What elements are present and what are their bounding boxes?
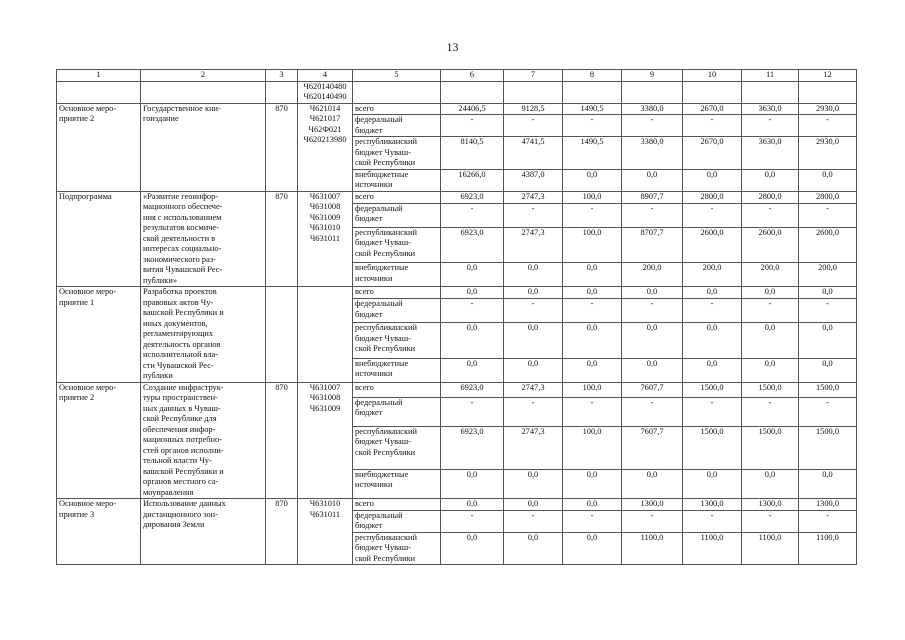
target-codes — [298, 287, 353, 383]
value-cell: 0,0 — [504, 499, 563, 511]
funding-source: внебюджетные источники — [353, 169, 441, 191]
value-cell: - — [742, 397, 799, 426]
funding-source: федеральный бюджет — [353, 115, 441, 137]
continuation-row — [57, 81, 857, 103]
target-codes: Ч631007 Ч631008 Ч631009 Ч631010 Ч631011 — [298, 191, 353, 287]
value-cell: 0,0 — [441, 532, 504, 565]
value-cell: 0,0 — [683, 169, 742, 191]
program-kind: Основное меро- приятие 1 — [57, 287, 141, 383]
value-cell: 6923,0 — [441, 426, 504, 469]
value-cell: 100,0 — [563, 227, 622, 262]
funding-source: республиканский бюджет Чуваш- ской Республики — [353, 323, 441, 358]
value-cell: 4387,0 — [504, 169, 563, 191]
value-cell: 1300,0 — [622, 499, 683, 511]
target-codes: Ч620140480 Ч620140490 — [298, 81, 353, 103]
value-cell: 3630,0 — [742, 103, 799, 115]
value-cell: 0,0 — [441, 469, 504, 498]
value-cell: 2800,0 — [742, 191, 799, 203]
funding-source: всего — [353, 287, 441, 299]
value-cell: 1100,0 — [683, 532, 742, 565]
value-cell: 0,0 — [742, 469, 799, 498]
value-cell: 0,0 — [799, 169, 857, 191]
value-cell: - — [563, 115, 622, 137]
value-cell: - — [622, 299, 683, 323]
header-row — [57, 70, 857, 82]
value-cell: 6923,0 — [441, 382, 504, 397]
program-title: Государственное кни- гоиздание — [141, 103, 266, 191]
value-cell: 200,0 — [622, 263, 683, 287]
funding-source: всего — [353, 382, 441, 397]
value-cell: 0,0 — [504, 469, 563, 498]
grbs-code: 870 — [266, 382, 298, 499]
value-cell: 2800,0 — [799, 191, 857, 203]
value-cell: 1300,0 — [742, 499, 799, 511]
column-number: 1 — [57, 70, 141, 82]
grbs-code: 870 — [266, 191, 298, 287]
value-cell: 0,0 — [742, 358, 799, 382]
program-kind: Основное меро- приятие 2 — [57, 382, 141, 499]
value-cell: 24406,5 — [441, 103, 504, 115]
column-number: 10 — [683, 70, 742, 82]
value-cell: 2670,0 — [683, 103, 742, 115]
value-cell: - — [622, 510, 683, 532]
page-number: 13 — [446, 40, 459, 54]
value-cell: - — [742, 299, 799, 323]
funding-source: республиканский бюджет Чуваш- ской Республики — [353, 532, 441, 565]
value-cell: 0,0 — [504, 358, 563, 382]
target-codes: Ч621014 Ч621017 Ч62Ф021 Ч620213980 — [298, 103, 353, 191]
funding-source: внебюджетные источники — [353, 469, 441, 498]
value-cell: 0,0 — [742, 323, 799, 358]
value-cell: 100,0 — [563, 382, 622, 397]
column-number: 5 — [353, 70, 441, 82]
value-cell: 0,0 — [504, 287, 563, 299]
value-cell: 0,0 — [563, 358, 622, 382]
value-cell: - — [799, 203, 857, 227]
value-cell: - — [563, 203, 622, 227]
column-number: 3 — [266, 70, 298, 82]
empty-cell — [57, 81, 141, 103]
value-cell: - — [683, 299, 742, 323]
table-row — [57, 499, 857, 511]
value-cell: 0,0 — [799, 287, 857, 299]
value-cell: 2670,0 — [683, 137, 742, 170]
value-cell: - — [622, 203, 683, 227]
funding-source: всего — [353, 499, 441, 511]
value-cell: 0,0 — [742, 287, 799, 299]
value-cell: 0,0 — [441, 499, 504, 511]
value-cell: - — [622, 397, 683, 426]
value-cell: - — [799, 115, 857, 137]
program-title: «Развитие геоинфор- мационного обеспече- ния с использованием результатов космиче- ской деятельности в интересах социально- экономического раз- вития Чувашской Рес- публики» — [141, 191, 266, 287]
program-kind: Основное меро- приятие 2 — [57, 103, 141, 191]
program-title: Использование данных дистанционного зон- дирования Земли — [141, 499, 266, 565]
program-kind: Основное меро- приятие 3 — [57, 499, 141, 565]
value-cell: 8907,7 — [622, 191, 683, 203]
value-cell: 0,0 — [622, 323, 683, 358]
empty-cell — [266, 81, 298, 103]
funding-source: всего — [353, 191, 441, 203]
value-cell: - — [504, 397, 563, 426]
value-cell: 200,0 — [742, 263, 799, 287]
value-cell: 1500,0 — [799, 426, 857, 469]
value-cell: - — [683, 397, 742, 426]
value-cell: 0,0 — [622, 469, 683, 498]
value-cell: 1100,0 — [742, 532, 799, 565]
grbs-code: 870 — [266, 103, 298, 191]
value-cell: 0,0 — [563, 499, 622, 511]
value-cell: 0,0 — [799, 358, 857, 382]
funding-source: федеральный бюджет — [353, 203, 441, 227]
value-cell: 7607,7 — [622, 382, 683, 397]
funding-source: республиканский бюджет Чуваш- ской Республики — [353, 426, 441, 469]
program-title: Создание инфраструк- туры пространствен- ных данных в Чуваш- ской Республике для обеспечения инфор- мационных потребно- стей органов исполни- тельной власти Чу- вашской Республики и органов местного са- моуправления — [141, 382, 266, 499]
value-cell: - — [563, 510, 622, 532]
value-cell: 1500,0 — [799, 382, 857, 397]
target-codes: Ч631010 Ч631011 — [298, 499, 353, 565]
value-cell: 0,0 — [441, 287, 504, 299]
value-cell: 3630,0 — [742, 137, 799, 170]
table-row — [57, 191, 857, 203]
value-cell: 0,0 — [622, 287, 683, 299]
value-cell: 0,0 — [683, 287, 742, 299]
value-cell: 2747,3 — [504, 191, 563, 203]
empty-cell — [799, 81, 857, 103]
value-cell: 2747,3 — [504, 426, 563, 469]
value-cell: 1500,0 — [742, 426, 799, 469]
value-cell: 0,0 — [799, 323, 857, 358]
empty-cell — [504, 81, 563, 103]
empty-cell — [141, 81, 266, 103]
program-title: Разработка проектов правовых актов Чу- вашской Республики и иных документов, регламентирующих деятельность органов исполнительной вла- сти Чувашской Рес- публики — [141, 287, 266, 383]
value-cell: 0,0 — [563, 263, 622, 287]
table-row — [57, 382, 857, 397]
value-cell: - — [441, 510, 504, 532]
value-cell: 3380,0 — [622, 137, 683, 170]
value-cell: - — [799, 510, 857, 532]
value-cell: 0,0 — [441, 358, 504, 382]
value-cell: 1500,0 — [683, 382, 742, 397]
value-cell: 0,0 — [504, 532, 563, 565]
column-number: 4 — [298, 70, 353, 82]
value-cell: 0,0 — [683, 469, 742, 498]
value-cell: 2747,3 — [504, 227, 563, 262]
empty-cell — [353, 81, 441, 103]
value-cell: 0,0 — [563, 323, 622, 358]
budget-table — [56, 69, 857, 565]
value-cell: 2600,0 — [683, 227, 742, 262]
funding-source: федеральный бюджет — [353, 397, 441, 426]
value-cell: 200,0 — [799, 263, 857, 287]
value-cell: 0,0 — [563, 287, 622, 299]
value-cell: 2930,0 — [799, 137, 857, 170]
column-number: 11 — [742, 70, 799, 82]
value-cell: 9128,5 — [504, 103, 563, 115]
value-cell: 2930,0 — [799, 103, 857, 115]
value-cell: 0,0 — [441, 323, 504, 358]
value-cell: 2600,0 — [742, 227, 799, 262]
funding-source: федеральный бюджет — [353, 510, 441, 532]
funding-source: федеральный бюджет — [353, 299, 441, 323]
value-cell: 0,0 — [563, 169, 622, 191]
value-cell: 7607,7 — [622, 426, 683, 469]
value-cell: 0,0 — [504, 263, 563, 287]
value-cell: 1490,5 — [563, 137, 622, 170]
value-cell: 2800,0 — [683, 191, 742, 203]
value-cell: 100,0 — [563, 426, 622, 469]
empty-cell — [563, 81, 622, 103]
value-cell: - — [683, 510, 742, 532]
value-cell: 0,0 — [622, 169, 683, 191]
value-cell: 0,0 — [563, 469, 622, 498]
value-cell: 0,0 — [504, 323, 563, 358]
value-cell: - — [742, 203, 799, 227]
empty-cell — [742, 81, 799, 103]
funding-source: внебюджетные источники — [353, 358, 441, 382]
value-cell: 0,0 — [799, 469, 857, 498]
value-cell: 0,0 — [683, 323, 742, 358]
value-cell: - — [683, 115, 742, 137]
value-cell: 2600,0 — [799, 227, 857, 262]
value-cell: - — [504, 299, 563, 323]
column-number: 9 — [622, 70, 683, 82]
funding-source: республиканский бюджет Чуваш- ской Республики — [353, 137, 441, 170]
value-cell: 1490,5 — [563, 103, 622, 115]
table-row — [57, 103, 857, 115]
value-cell: 0,0 — [622, 358, 683, 382]
program-kind: Подпрограмма — [57, 191, 141, 287]
funding-source: всего — [353, 103, 441, 115]
value-cell: 1100,0 — [622, 532, 683, 565]
column-number: 2 — [141, 70, 266, 82]
value-cell: 1300,0 — [683, 499, 742, 511]
value-cell: 8707,7 — [622, 227, 683, 262]
column-number: 12 — [799, 70, 857, 82]
column-number: 8 — [563, 70, 622, 82]
value-cell: - — [441, 203, 504, 227]
value-cell: 8140,5 — [441, 137, 504, 170]
empty-cell — [441, 81, 504, 103]
value-cell: - — [563, 299, 622, 323]
value-cell: 0,0 — [683, 358, 742, 382]
value-cell: 6923,0 — [441, 191, 504, 203]
value-cell: - — [622, 115, 683, 137]
value-cell: 6923,0 — [441, 227, 504, 262]
value-cell: 1500,0 — [683, 426, 742, 469]
value-cell: - — [441, 115, 504, 137]
table-row — [57, 287, 857, 299]
value-cell: - — [504, 510, 563, 532]
value-cell: - — [742, 510, 799, 532]
value-cell: 0,0 — [742, 169, 799, 191]
value-cell: - — [441, 299, 504, 323]
value-cell: - — [504, 115, 563, 137]
target-codes: Ч631007 Ч631008 Ч631009 — [298, 382, 353, 499]
empty-cell — [683, 81, 742, 103]
value-cell: 0,0 — [563, 532, 622, 565]
value-cell: 1500,0 — [742, 382, 799, 397]
value-cell: 100,0 — [563, 191, 622, 203]
value-cell: 2747,3 — [504, 382, 563, 397]
value-cell: - — [742, 115, 799, 137]
value-cell: - — [563, 397, 622, 426]
column-number: 7 — [504, 70, 563, 82]
value-cell: 200,0 — [683, 263, 742, 287]
value-cell: 1100,0 — [799, 532, 857, 565]
value-cell: - — [799, 397, 857, 426]
value-cell: 1300,0 — [799, 499, 857, 511]
value-cell: - — [683, 203, 742, 227]
column-number: 6 — [441, 70, 504, 82]
funding-source: внебюджетные источники — [353, 263, 441, 287]
grbs-code — [266, 287, 298, 383]
value-cell: - — [799, 299, 857, 323]
value-cell: 3380,0 — [622, 103, 683, 115]
value-cell: 4741,5 — [504, 137, 563, 170]
funding-source: республиканский бюджет Чуваш- ской Республики — [353, 227, 441, 262]
grbs-code: 870 — [266, 499, 298, 565]
value-cell: - — [504, 203, 563, 227]
value-cell: 16266,0 — [441, 169, 504, 191]
value-cell: 0,0 — [441, 263, 504, 287]
empty-cell — [622, 81, 683, 103]
value-cell: - — [441, 397, 504, 426]
